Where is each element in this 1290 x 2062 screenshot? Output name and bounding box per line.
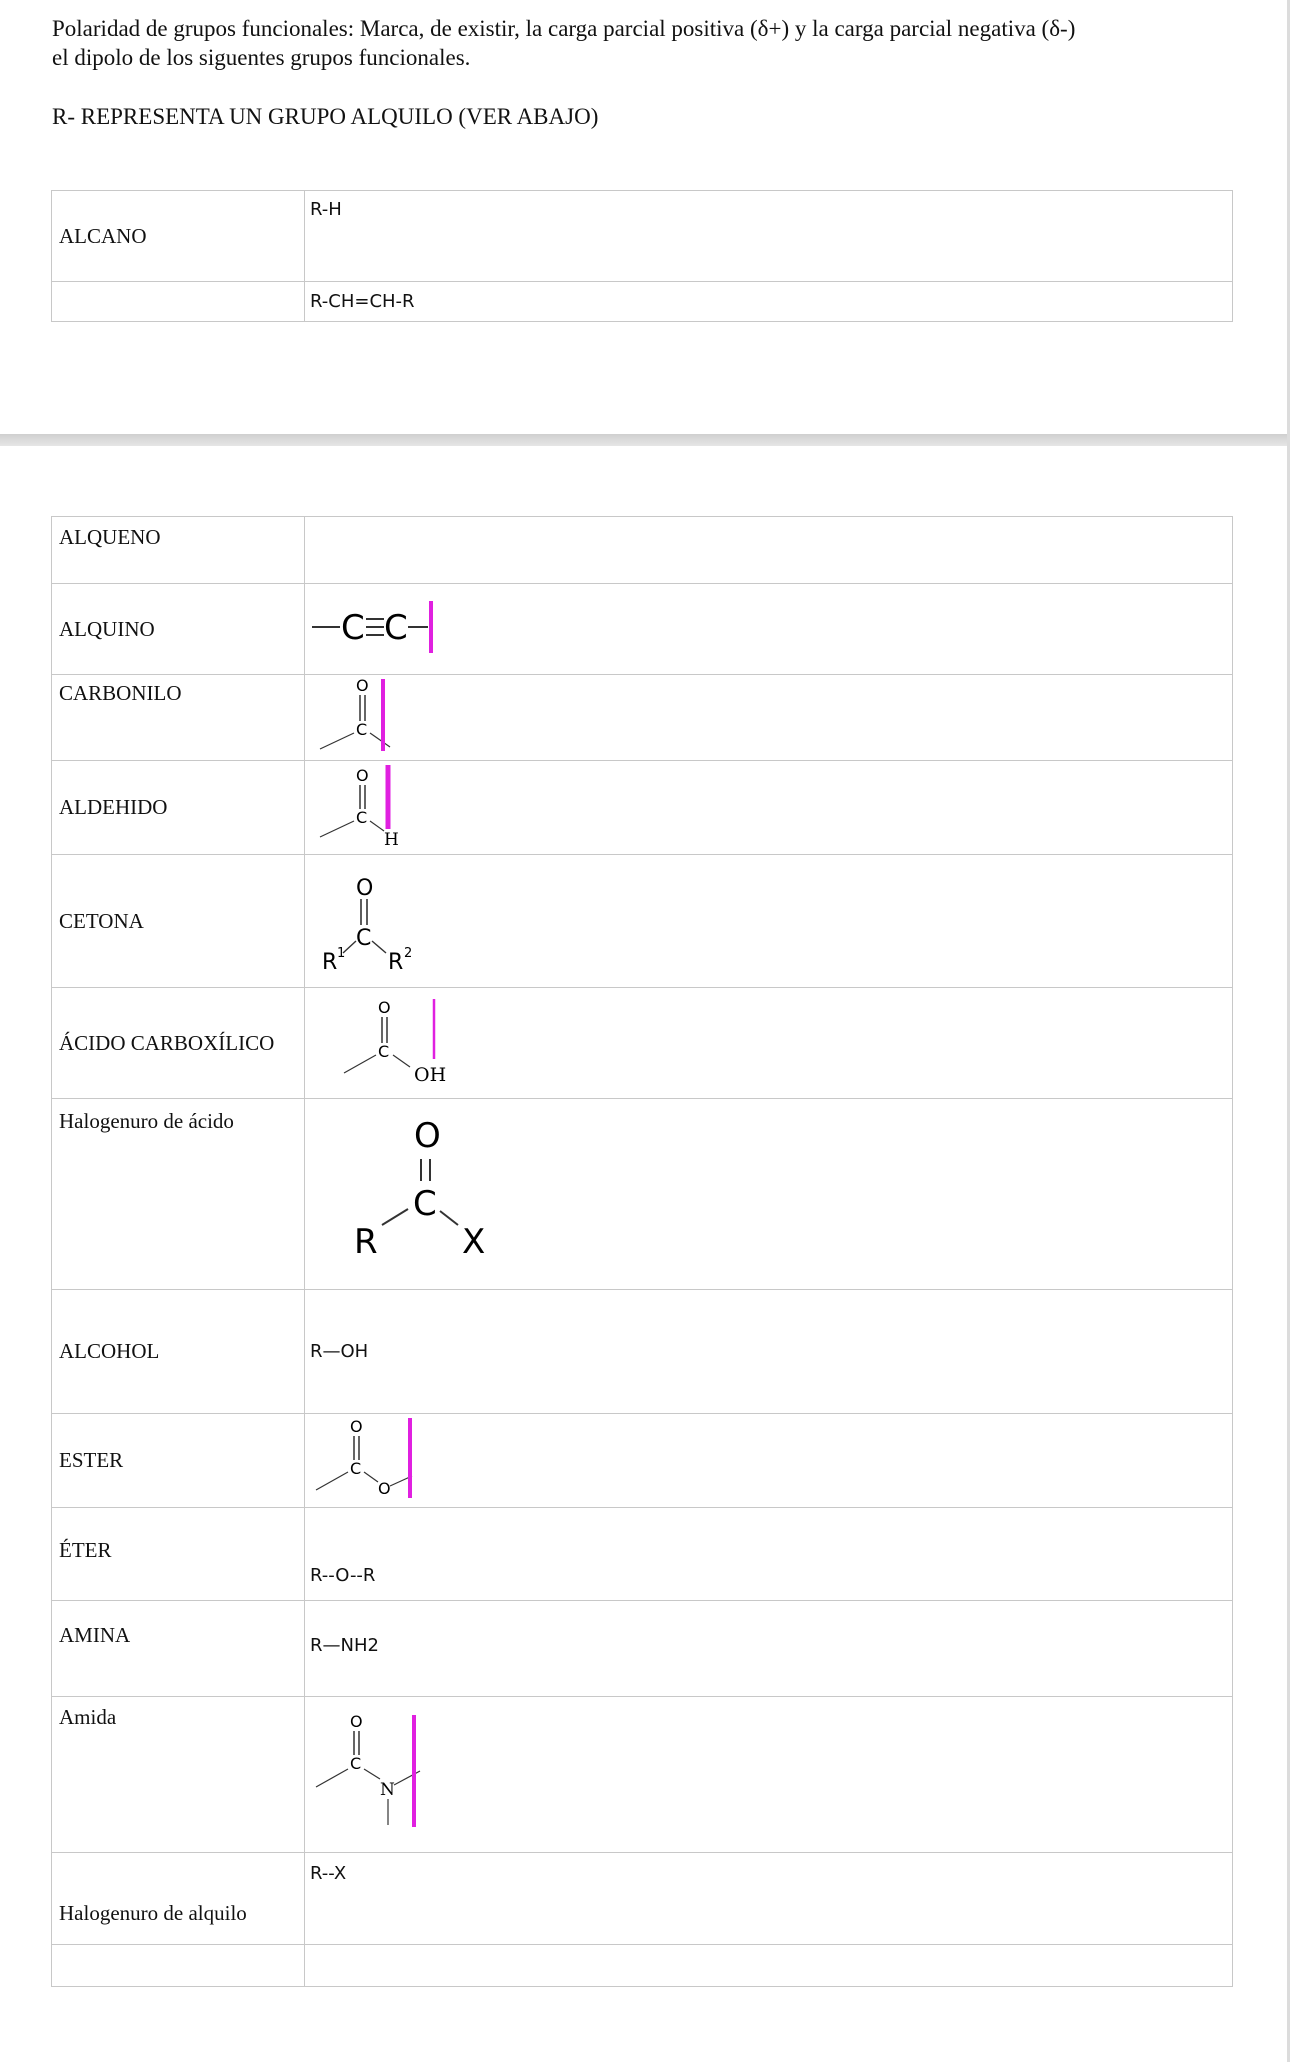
- cetona-sup1: 1: [337, 945, 346, 961]
- acido-oh: OH: [414, 1063, 447, 1086]
- label-alqueno: ALQUENO: [52, 517, 305, 584]
- label-cetona: CETONA: [52, 855, 305, 988]
- formula-halogenuro-alquilo: R--X: [305, 1853, 1233, 1945]
- cetona-structure: [310, 859, 450, 979]
- ester-c: C: [350, 1459, 362, 1478]
- halogenuro-acido-c: C: [413, 1183, 437, 1224]
- alquino-c1: C: [341, 607, 365, 648]
- aldehido-c: C: [356, 808, 368, 827]
- carbonilo-o: O: [356, 676, 369, 695]
- label-amida: Amida: [52, 1697, 305, 1853]
- label-halogenuro-acido: Halogenuro de ácido: [52, 1099, 305, 1290]
- table-row: [52, 1508, 1233, 1601]
- formula-alqueno-page1: R-CH=CH-R: [305, 282, 1233, 322]
- table-row: [52, 1414, 1233, 1508]
- cetona-sup2: 2: [404, 945, 413, 961]
- halogenuro-acido-r: R: [354, 1221, 378, 1262]
- carbonilo-c: C: [356, 720, 368, 739]
- halogenuro-acido-o: O: [414, 1115, 441, 1156]
- structure-alqueno: [305, 517, 1233, 584]
- cetona-r1: R: [322, 949, 338, 975]
- acido-structure: [310, 991, 460, 1091]
- label-alcohol: ALCOHOL: [52, 1290, 305, 1414]
- structure-carbonilo: [305, 675, 1233, 761]
- instructions: [52, 14, 1232, 72]
- table-row: [52, 191, 1233, 282]
- ester-structure: [310, 1414, 450, 1502]
- table-row: [52, 1945, 1233, 1987]
- table-row: [52, 1290, 1233, 1414]
- aldehido-h: H: [384, 830, 399, 849]
- formula-alcano: R-H: [305, 191, 1233, 282]
- alquino-structure: [310, 597, 450, 657]
- amida-o: O: [350, 1712, 363, 1731]
- structure-alquino: [305, 584, 1233, 675]
- value-empty: [305, 1945, 1233, 1987]
- table-row: [52, 1601, 1233, 1697]
- label-aldehido: ALDEHIDO: [52, 761, 305, 855]
- page-divider: [0, 434, 1287, 446]
- structure-halogenuro-acido: [305, 1099, 1233, 1290]
- amida-n: N: [380, 1780, 395, 1800]
- halogenuro-acido-x: X: [462, 1221, 486, 1262]
- label-acido-carboxilico: ÁCIDO CARBOXÍLICO: [52, 988, 305, 1099]
- label-alquino: ALQUINO: [52, 584, 305, 675]
- structure-ester: [305, 1414, 1233, 1508]
- structure-acido-carboxilico: [305, 988, 1233, 1099]
- label-empty: [52, 282, 305, 322]
- amida-c: C: [350, 1754, 362, 1773]
- halogenuro-acido-structure: [310, 1107, 530, 1277]
- table-row: [52, 282, 1233, 322]
- carbonilo-structure: [310, 675, 430, 755]
- table-row: [52, 1853, 1233, 1945]
- label-ester: ESTER: [52, 1414, 305, 1508]
- label-eter: ÉTER: [52, 1508, 305, 1601]
- table-row: [52, 1099, 1233, 1290]
- table-row: [52, 988, 1233, 1099]
- label-empty: [52, 1945, 305, 1987]
- amida-structure: [310, 1707, 450, 1837]
- label-alcano: ALCANO: [52, 191, 305, 282]
- formula-alcohol: R—OH: [305, 1290, 1233, 1414]
- table-row: [52, 517, 1233, 584]
- instructions-line-2: el dipolo de los siguentes grupos funcionales.: [52, 45, 471, 70]
- alkyl-note: R- REPRESENTA UN GRUPO ALQUILO (VER ABAJO): [52, 104, 599, 129]
- table-row: [52, 855, 1233, 988]
- acido-c: C: [378, 1041, 390, 1061]
- functional-groups-table-2: [51, 516, 1233, 1987]
- acido-o: O: [378, 997, 391, 1017]
- label-amina: AMINA: [52, 1601, 305, 1697]
- aldehido-o: O: [356, 766, 369, 785]
- label-halogenuro-alquilo: Halogenuro de alquilo: [52, 1853, 305, 1945]
- label-carbonilo: CARBONILO: [52, 675, 305, 761]
- cetona-o: O: [356, 875, 374, 901]
- instructions-line-1: Polaridad de grupos funcionales: Marca, de existir, la carga parcial positiva (δ+) y la carga parcial negativa (δ-): [52, 16, 1076, 41]
- table-row: [52, 1697, 1233, 1853]
- table-row: [52, 584, 1233, 675]
- ester-o2: O: [378, 1479, 391, 1498]
- formula-amina: R—NH2: [305, 1601, 1233, 1697]
- formula-eter: R--O--R: [305, 1508, 1233, 1601]
- cetona-r2: R: [388, 949, 404, 975]
- cetona-c: C: [356, 925, 372, 951]
- table-row: [52, 761, 1233, 855]
- ester-o: O: [350, 1417, 363, 1436]
- functional-groups-table-1: [51, 190, 1233, 322]
- structure-cetona: [305, 855, 1233, 988]
- structure-amida: [305, 1697, 1233, 1853]
- structure-aldehido: [305, 761, 1233, 855]
- alquino-c2: C: [384, 607, 408, 648]
- aldehido-structure: [310, 761, 440, 849]
- table-row: [52, 675, 1233, 761]
